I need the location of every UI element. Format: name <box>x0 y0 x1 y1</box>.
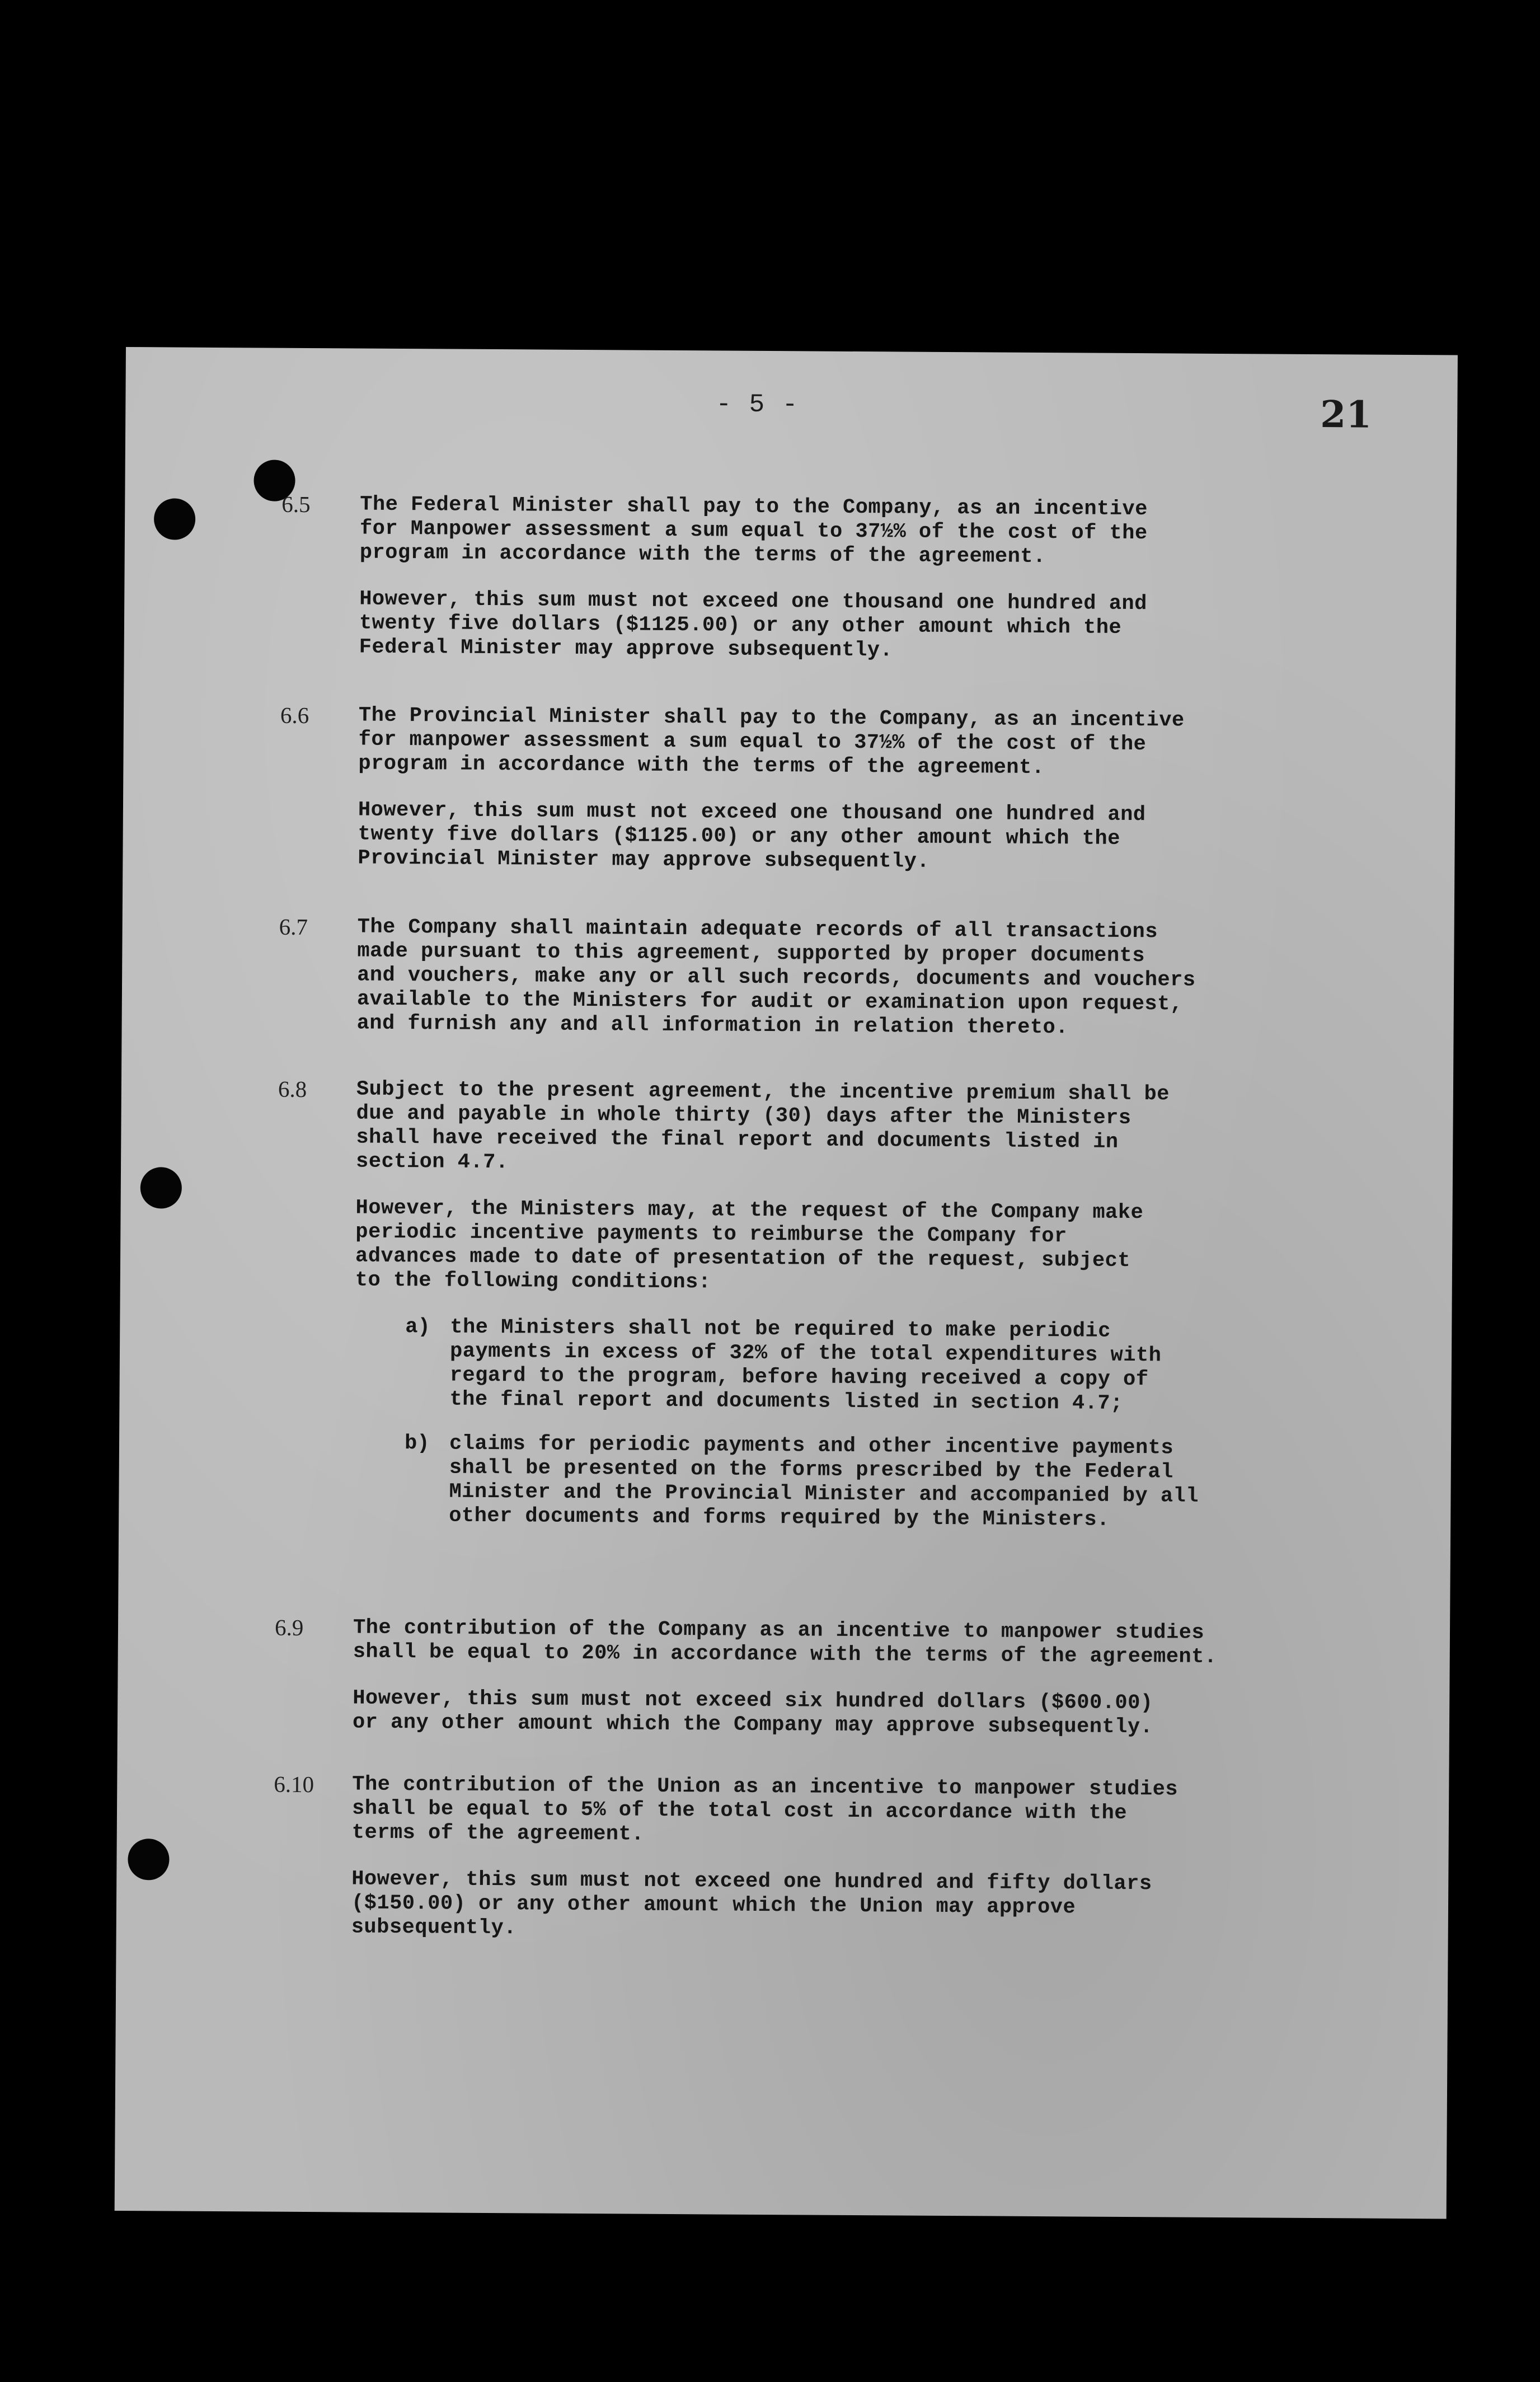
punch-hole-middle <box>140 1167 182 1208</box>
section-number: 6.7 <box>279 913 308 940</box>
condition-item-b <box>404 1432 1429 1534</box>
page-marker: - 5 - <box>716 390 799 420</box>
section-6-8 <box>278 1076 1431 1555</box>
punch-hole-top-outer <box>154 498 195 540</box>
section-paragraph: The Federal Minister shall pay to the Company, as an incentive for Manpower assessment a sum equal to 37½% of the cost of the program in accordance with the terms of the agreement. <box>359 493 1148 569</box>
condition-item-a <box>405 1315 1429 1418</box>
section-paragraph: Subject to the present agreement, the incentive premium shall be due and payable in whole thirty (30) days after the Ministers shall have received the final report and documents listed in section 4.7. <box>355 1077 1170 1175</box>
condition-text: the Ministers shall not be required to make periodic payments in excess of 32% of the total expenditures with regard to the program, before having received a copy of the final report and documents listed in section 4.7; <box>449 1315 1162 1415</box>
section-paragraph: However, this sum must not exceed one thousand one hundred and twenty five dollars ($1125.00) or any other amount which the Federal Minister may approve subsequently. <box>359 587 1147 663</box>
section-number: 6.10 <box>274 1771 314 1798</box>
section-paragraph: The contribution of the Company as an incentive to manpower studies shall be equal to 20% in accordance with the terms of the agreement. <box>353 1616 1217 1669</box>
section-paragraph: The Company shall maintain adequate records of all transactions made pursuant to this agreement, supported by proper documents and vouchers, make any or all such records, documents and vouchers available to the Ministers for audit or examination upon request, and furnish any and all information in relation thereto. <box>356 915 1196 1040</box>
section-number: 6.5 <box>281 491 311 518</box>
condition-marker: b) <box>404 1432 430 1456</box>
section-paragraph: The contribution of the Union as an incentive to manpower studies shall be equal to 5% of the total cost in accordance with the terms of the agreement. <box>351 1773 1179 1846</box>
section-6-10 <box>274 1771 1426 1969</box>
section-paragraph: However, the Ministers may, at the request of the Company make periodic incentive payments to reimburse the Company for advances made to date of presentation of the request, subject to the following conditions: <box>355 1196 1144 1295</box>
section-paragraph: The Provincial Minister shall pay to the Company, as an incentive for manpower assessment a sum equal to 37½% of the cost of the program in accordance with the terms of the agreement. <box>358 704 1185 780</box>
section-paragraph: However, this sum must not exceed one thousand one hundred and twenty five dollars ($1125.00) or any other amount which the Provincial Minister may approve subsequently. <box>358 798 1146 874</box>
condition-text: claims for periodic payments and other incentive payments shall be presented on the forms prescribed by the Federal Minister and the Provincial Minister and accompanied by all other documents and forms required by the Ministers. <box>449 1432 1199 1532</box>
document-page <box>115 347 1458 2219</box>
condition-marker: a) <box>405 1315 430 1339</box>
section-6-5 <box>281 491 1434 689</box>
section-6-6 <box>280 702 1433 900</box>
punch-hole-bottom <box>128 1839 169 1880</box>
section-6-9 <box>274 1614 1428 1764</box>
folio-number: 21 <box>1320 392 1372 437</box>
section-paragraph: However, this sum must not exceed six hundred dollars ($600.00) or any other amount which the Company may approve subsequently. <box>352 1686 1153 1739</box>
section-number: 6.6 <box>280 702 309 729</box>
section-number: 6.9 <box>274 1614 304 1640</box>
section-6-7 <box>279 913 1432 1065</box>
section-number: 6.8 <box>278 1076 307 1102</box>
section-paragraph: However, this sum must not exceed one hundred and fifty dollars ($150.00) or any other amount which the Union may approve subsequently. <box>351 1867 1152 1940</box>
